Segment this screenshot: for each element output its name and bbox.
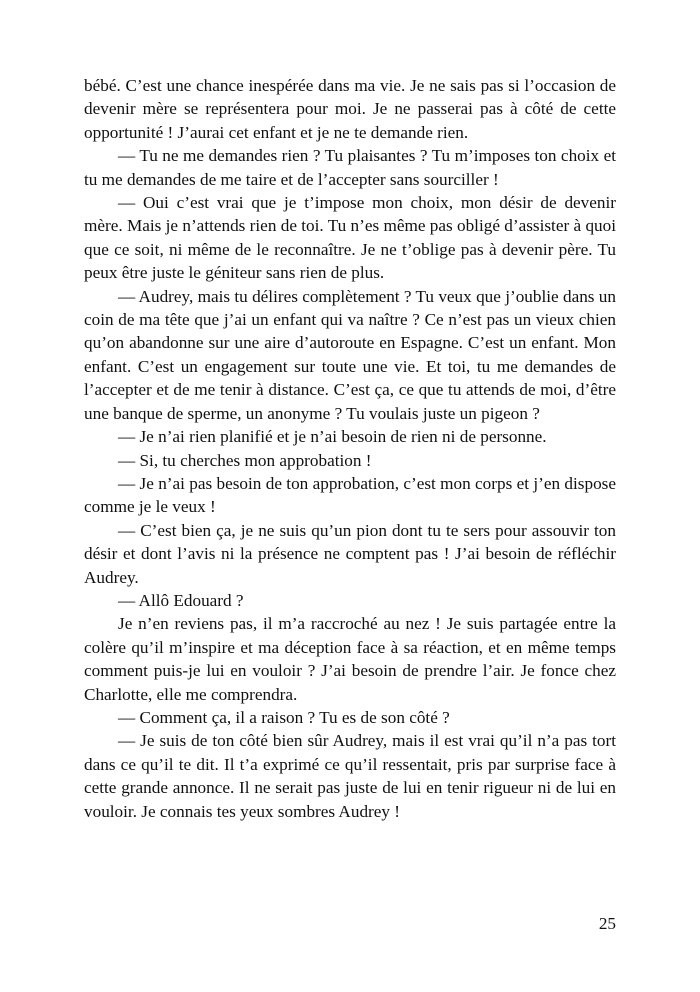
paragraph-12: — Je suis de ton côté bien sûr Audrey, mais il est vrai qu’il n’a pas tort dans ce qu’il te dit. Il t’a exprimé ce qu’il ressentait, pris par surprise face à cette grande annonce. Il ne serait pas juste de lui en tenir rigueur ni de lui en vouloir. Je connais tes yeux sombres Audrey ! [84,731,616,821]
paragraph-1: bébé. C’est une chance inespérée dans ma vie. Je ne sais pas si l’occasion de devenir mère se représentera pour moi. Je ne passerai pas à côté de cette opportunité ! J’aurai cet enfant et je ne te demande rien. [84,76,616,142]
paragraph-2: — Tu ne me demandes rien ? Tu plaisantes ? Tu m’imposes ton choix et tu me demandes de me taire et de l’accepter sans sourciller ! [84,146,616,189]
paragraph-9: — Allô Edouard ? [118,590,244,610]
paragraph-7: — Je n’ai pas besoin de ton approbation, c’est mon corps et j’en dispose comme je le veux ! [84,473,616,517]
paragraph-10: Je n’en reviens pas, il m’a raccroché au nez ! Je suis partagée entre la colère qu’il m’inspire et ma déception face à sa réaction, et en même temps comment puis-je lui en vouloir ? J’ai besoin de prendre l’air. Je fonce chez Charlotte, elle me comprendra. [84,614,616,704]
paragraph-11: — Comment ça, il a raison ? Tu es de son côté ? [118,707,450,727]
paragraph-5: — Je n’ai rien planifié et je n’ai besoin de rien ni de personne. [118,427,547,447]
paragraph-3: — Oui c’est vrai que je t’impose mon choix, mon désir de devenir mère. Mais je n’attends rien de toi. Tu n’es même pas obligé d’assister à quoi que ce soit, ni même de le reconnaître. Je ne t’oblige pas à devenir père. Tu peux être juste le géniteur sans rien de plus. [84,193,616,283]
paragraph-6: — Si, tu cherches mon approbation ! [118,450,372,470]
paragraph-4: — Audrey, mais tu délires complètement ? Tu veux que j’oublie dans un coin de ma tête que j’ai un enfant qui va naître ? Ce n’est pas un vieux chien qu’on abandonne sur une aire d’autoroute en Espagne. C’est un enfant. Mon enfant. C’est un engagement sur toute une vie. Et toi, tu me demandes de l’accepter et de me tenir à distance. C’est ça, ce que tu attends de moi, d’être une banque de sperme, un anonyme ? Tu voulais juste un pigeon ? [84,286,616,423]
page-body [84,74,616,823]
page-number: 25 [598,914,616,933]
paragraph-8: — C’est bien ça, je ne suis qu’un pion dont tu te sers pour assouvir ton désir et dont l’avis ni la présence ne comptent pas ! J’ai besoin de réfléchir Audrey. [84,520,616,587]
